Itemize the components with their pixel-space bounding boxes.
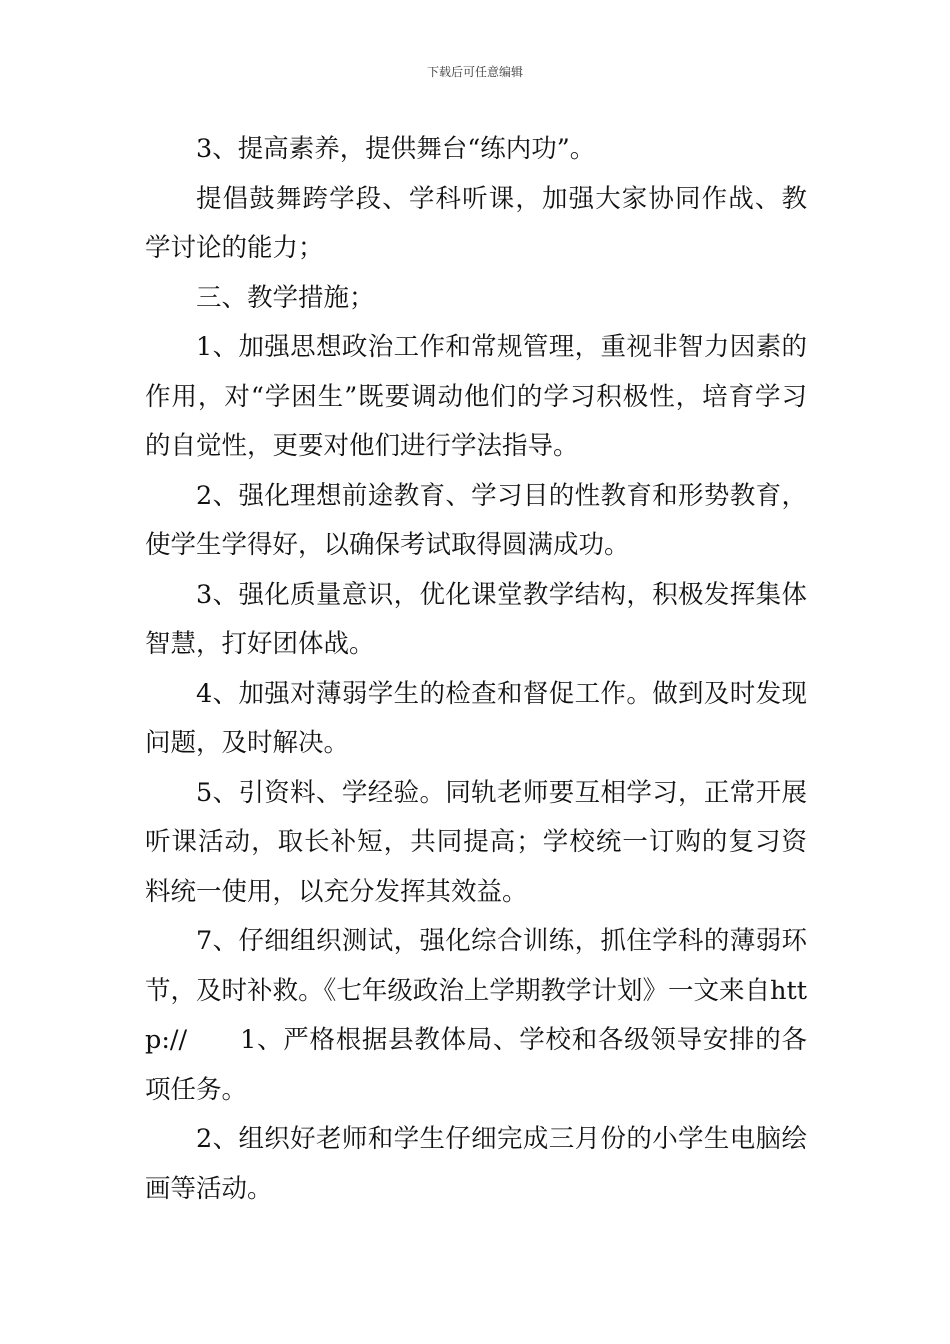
paragraph-7: 4、加强对薄弱学生的检查和督促工作。做到及时发现问题，及时解决。: [145, 678, 807, 758]
paragraph-8: 5、引资料、学经验。同轨老师要互相学习，正常开展听课活动，取长补短，共同提高；学校统一订购的复习资料统一使用，以充分发挥其效益。: [145, 777, 807, 907]
paragraph-5: 2、强化理想前途教育、学习目的性教育和形势教育，使学生学得好，以确保考试取得圆满成功。: [145, 480, 807, 560]
paragraph-4: 1、加强思想政治工作和常规管理，重视非智力因素的作用，对“学困生”既要调动他们的学习积极性，培育学习的自觉性，更要对他们进行学法指导。: [145, 332, 807, 461]
page-header: 下载后可任意编辑: [426, 65, 523, 79]
paragraph-10: 2、组织好老师和学生仔细完成三月份的小学生电脑绘画等活动。: [145, 1124, 807, 1204]
paragraph-6: 3、强化质量意识，优化课堂教学结构，积极发挥集体智慧，打好团体战。: [145, 579, 807, 659]
paragraph-3: 三、教学措施；: [196, 282, 375, 313]
paragraph-2: 提倡鼓舞跨学段、学科听课，加强大家协同作战、教学讨论的能力；: [145, 183, 807, 263]
paragraph-9: 7、仔细组织测试，强化综合训练，抓住学科的薄弱环节，及时补救。《七年级政治上学期教学计划》一文来自http:// 1、严格根据县教体局、学校和各级领导安排的各项任务。: [145, 926, 807, 1105]
paragraph-1: 3、提高素养，提供舞台“练内功”。: [196, 134, 596, 164]
document-body: [145, 125, 807, 1214]
